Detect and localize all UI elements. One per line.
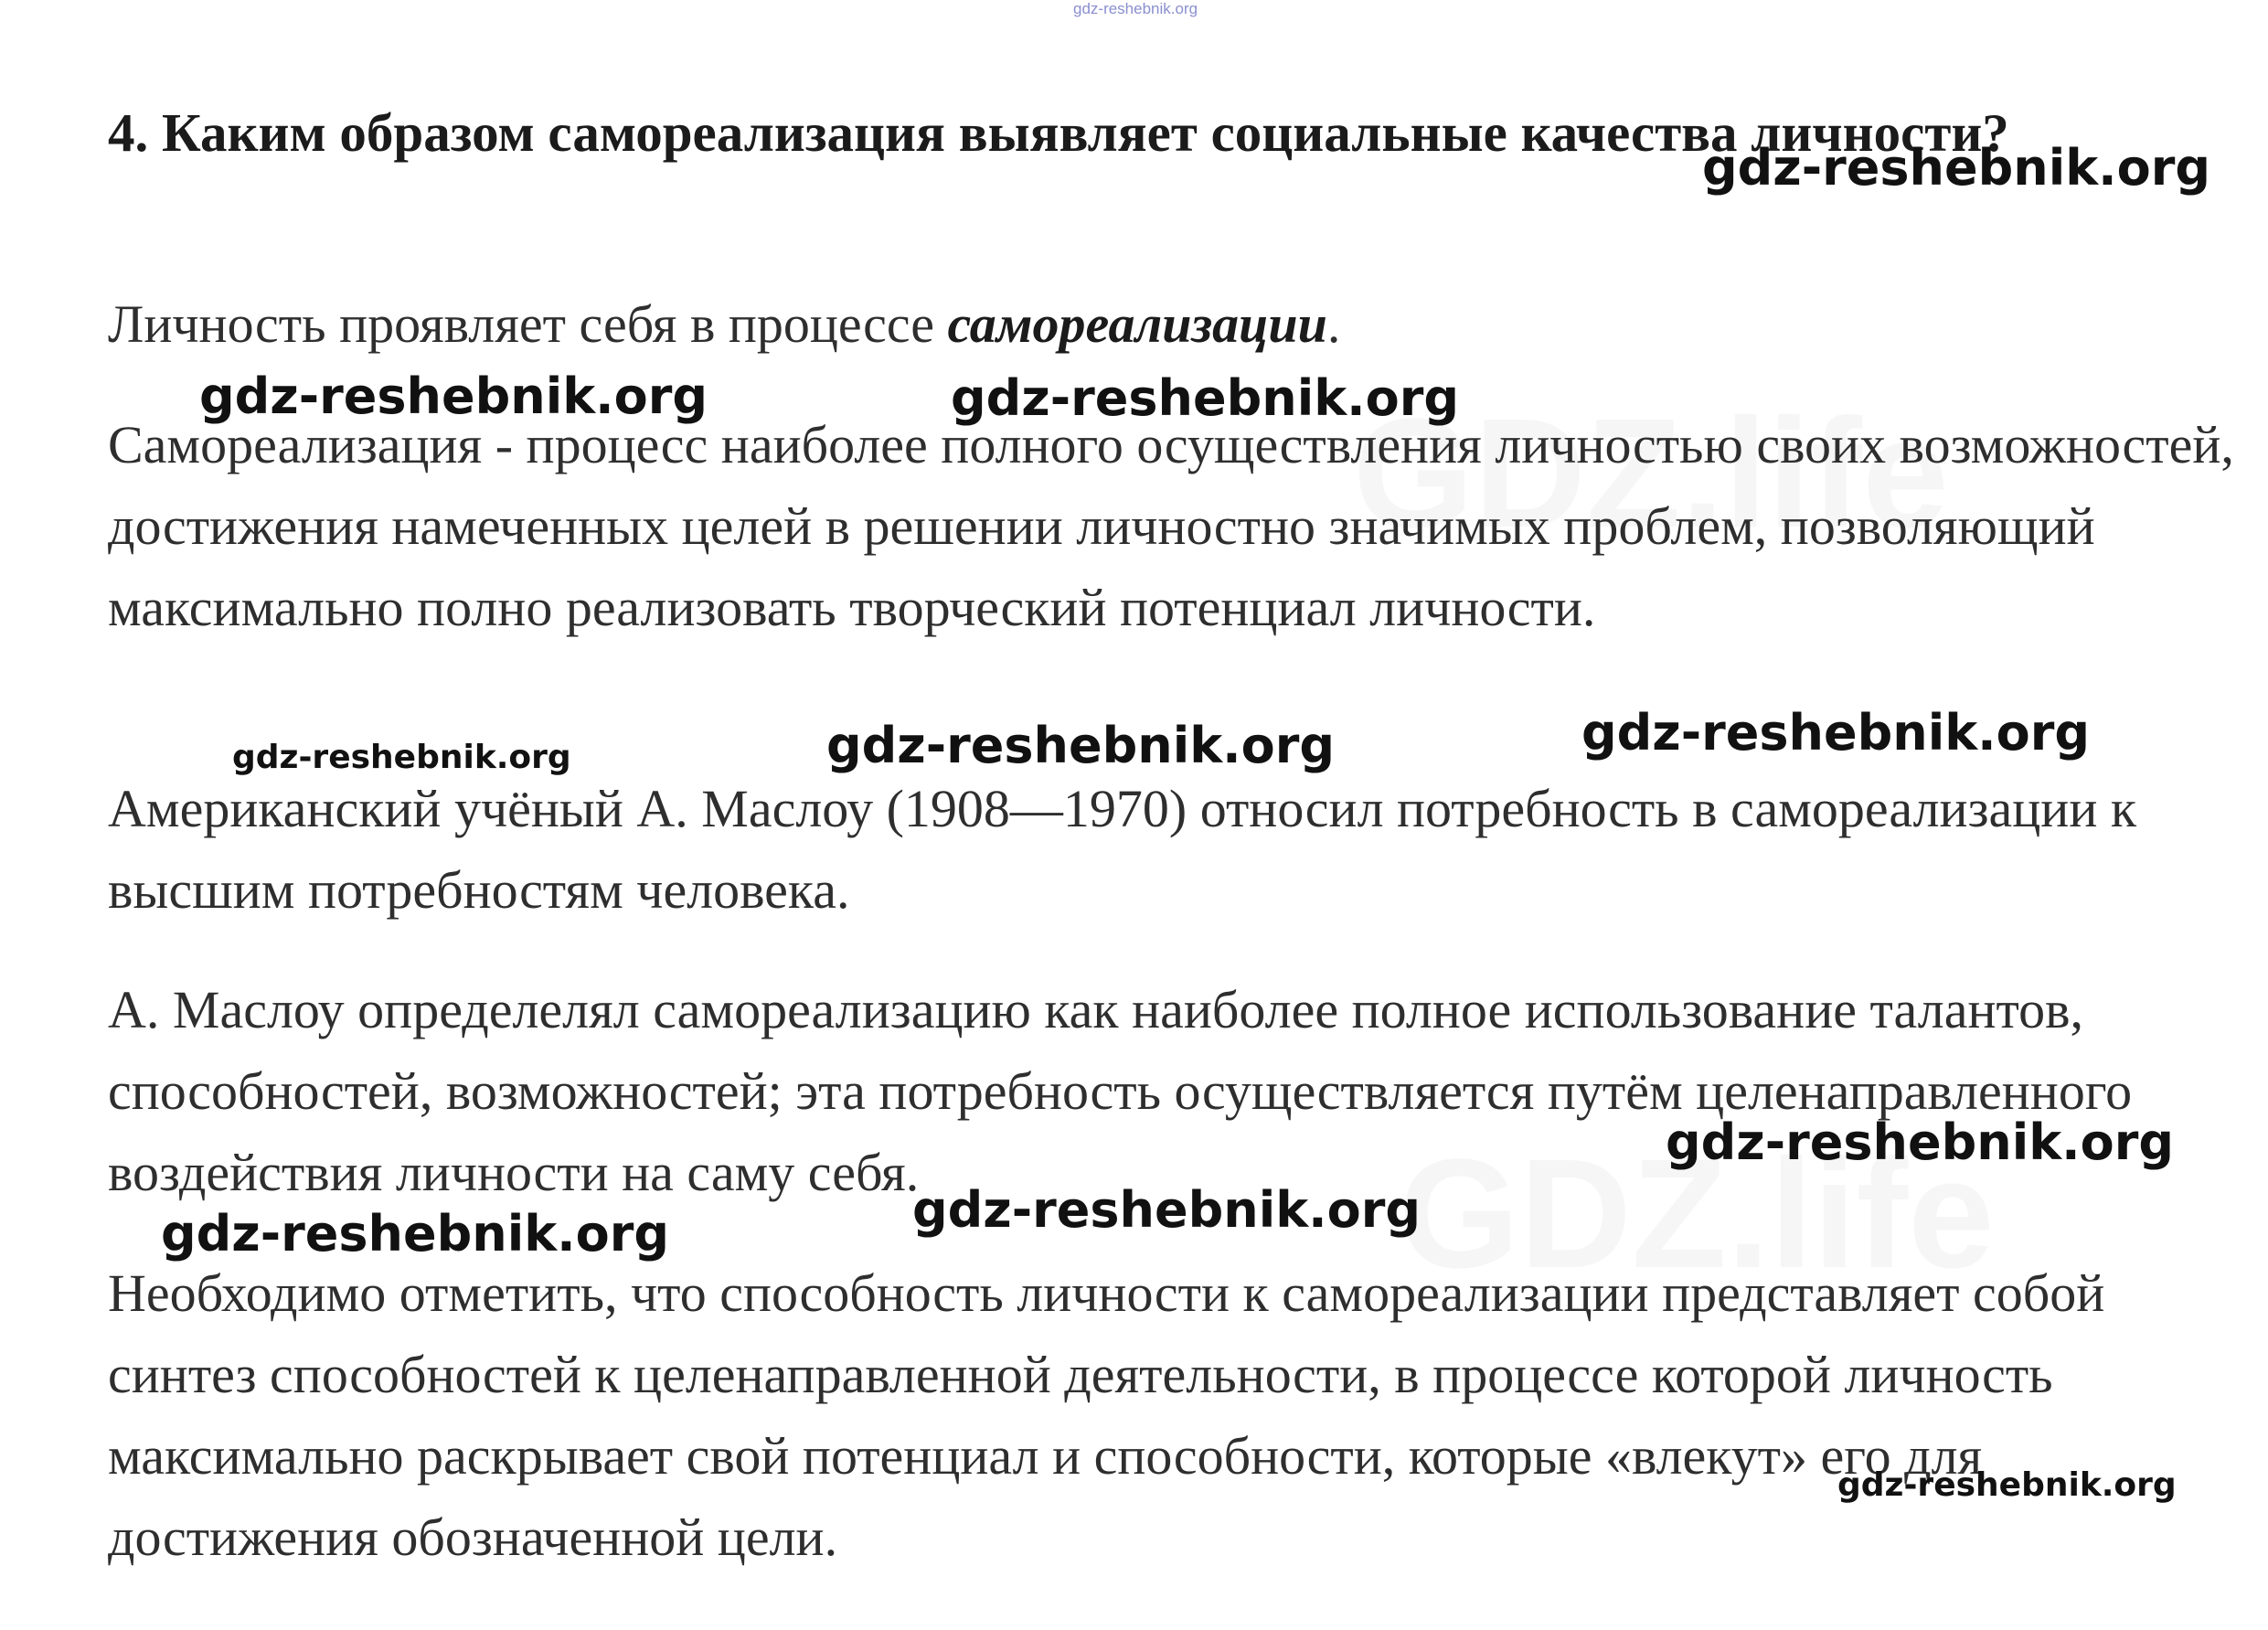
- watermark-text: gdz-reshebnik.org: [232, 739, 571, 776]
- watermark-text: gdz-reshebnik.org: [1581, 704, 2091, 762]
- watermark-text: gdz-reshebnik.org: [826, 717, 1336, 774]
- watermark-text: gdz-reshebnik.org: [199, 368, 708, 425]
- watermark-text: gdz-reshebnik.org: [1702, 139, 2211, 197]
- watermark-text: gdz-reshebnik.org: [161, 1205, 670, 1262]
- paragraph-intro: [108, 283, 2238, 365]
- paragraph-intro-end: .: [1326, 294, 1341, 354]
- question-title: 4. Каким образом самореализация выявляет социальные качества личности?: [108, 102, 2009, 163]
- paragraph-conclusion: Необходимо отметить, что способность личности к самореализации представляет собой синтез способностей к целенаправленной деятельности, в процессе которой личность максимально раскрывает свой потенциал и способности, которые «влекут» его для достижения обозначенной цели.: [108, 1263, 2105, 1567]
- paragraph-maslow-definition: А. Маслоу определелял самореализацию как наиболее полное использование талантов, способностей, возможностей; эта потребность осуществляется путём целенаправленного воздействия личности на саму себя.: [108, 980, 2133, 1202]
- key-term: самореализации: [947, 294, 1327, 354]
- watermark-text: gdz-reshebnik.org: [1837, 1466, 2177, 1504]
- paragraph-maslow-needs: Американский учёный А. Маслоу (1908—1970) относил потребность в самореализации к высшим потребностям человека.: [108, 779, 2137, 920]
- paragraph-intro-text: Личность проявляет себя в процессе: [108, 294, 948, 354]
- site-stamp[interactable]: gdz-reshebnik.org: [1073, 0, 1198, 17]
- paragraph-definition: Самореализация - процесс наиболее полного осуществления личностью своих возможностей, достижения намеченных целей в решении личностно значимых проблем, позволяющий максимально полно реализовать творческий потенциал личности.: [108, 415, 2234, 637]
- watermark-text: gdz-reshebnik.org: [912, 1181, 1421, 1239]
- watermark-text: gdz-reshebnik.org: [951, 369, 1460, 427]
- watermark-text: gdz-reshebnik.org: [1666, 1113, 2175, 1171]
